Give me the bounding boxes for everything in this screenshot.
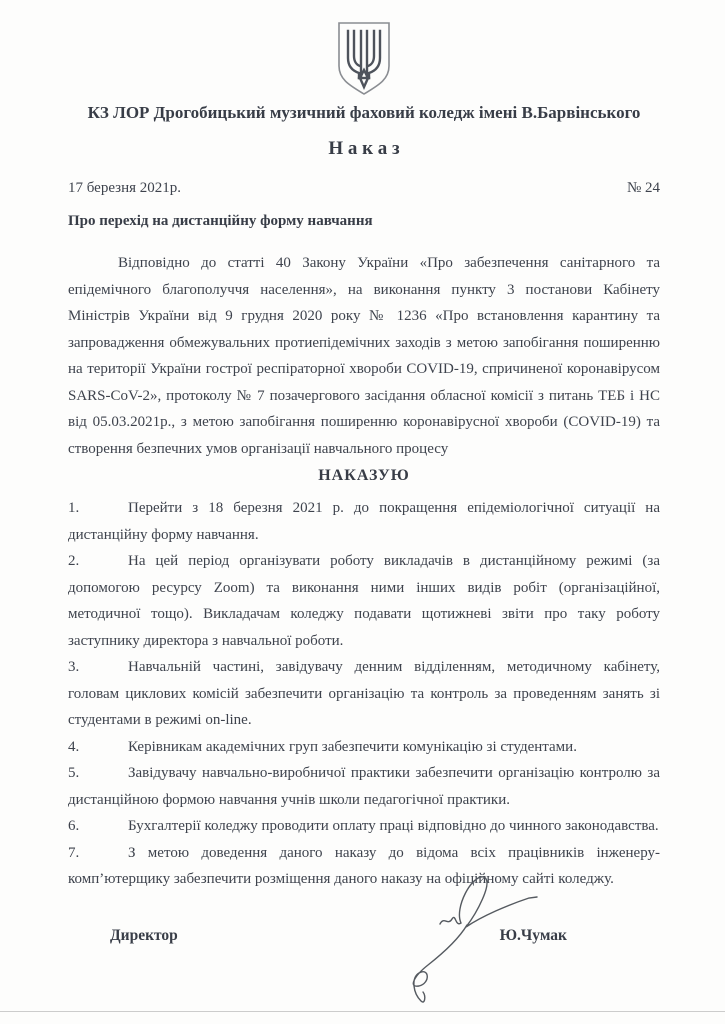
item-number: 6. xyxy=(68,818,80,834)
scan-edge-line xyxy=(0,1011,725,1012)
signature-block xyxy=(68,927,660,945)
document-title: Н а к а з xyxy=(328,138,400,159)
item-number: 5. xyxy=(68,765,80,781)
item-text: Перейти з 18 березня 2021 р. до покращення епідеміологічної ситуації на дистанційну форму навчання. xyxy=(68,500,660,543)
order-heading: НАКАЗУЮ xyxy=(318,467,410,484)
item-text: Навчальній частині, завідувачу денним відділенням, методичному кабінету, головам циклових комісій забезпечити організацію та контроль за проведенням занять зі студентами в режимі on-line. xyxy=(68,659,660,728)
order-item-3 xyxy=(68,654,660,734)
item-text: Завідувачу навчально-виробничої практики забезпечити організацію контролю за дистанційною формою навчання учнів школи педагогічної практики. xyxy=(68,765,660,808)
organization-name: КЗ ЛОР Дрогобицький музичний фаховий коледж імені В.Барвінського xyxy=(87,103,641,122)
order-item-4 xyxy=(68,734,660,761)
order-item-5 xyxy=(68,760,660,813)
item-text: З метою доведення даного наказу до відома всіх працівників інженеру-комп’ютерщику забезпечити розміщення даного наказу на офіційному сайті коледжу. xyxy=(68,844,660,887)
item-number: 2. xyxy=(68,553,80,569)
ukraine-trident-emblem xyxy=(328,20,400,98)
signature-name: Ю.Чумак xyxy=(499,926,567,944)
document-date: 17 березня 2021р. xyxy=(68,180,182,196)
signature-role: Директор xyxy=(110,926,178,944)
item-text: Керівникам академічних груп забезпечити комунікацію зі студентами. xyxy=(128,738,577,755)
order-item-7 xyxy=(68,840,660,893)
item-number: 1. xyxy=(68,500,80,516)
order-item-2 xyxy=(68,548,660,654)
item-text: На цей період організувати роботу викладачів в дистанційному режимі (за допомогою ресурсу Zoom) та виконання ними інших видів робіт (організаційної, методичної тощо). Викладачам коледжу подавати щотижневі звіти про таку роботу заступнику директора з навчальної роботи. xyxy=(68,553,660,649)
item-text: Бухгалтерії коледжу проводити оплату праці відповідно до чинного законодавства. xyxy=(128,818,659,834)
order-item-6 xyxy=(68,813,660,840)
order-items xyxy=(68,495,660,893)
item-number: 4. xyxy=(68,738,80,755)
document-subject: Про перехід на дистанційну форму навчання xyxy=(68,213,373,229)
order-item-1 xyxy=(68,495,660,548)
item-number: 3. xyxy=(68,659,80,675)
intro-paragraph: Відповідно до статті 40 Закону України «Про забезпечення санітарного та епідемічного благополуччя населення», на виконання пункту 3 постанови Кабінету Міністрів України від 9 грудня 2020 року № 1236 «Про встановлення карантину та запровадження обмежувальних протиепідемічних заходів з метою запобігання поширенню на території України гострої респіраторної хвороби COVID-19, спричиненої коронавірусом SARS-CoV-2», протоколу № 7 позачергового засідання обласної комісії з питань ТЕБ і НС від 05.03.2021р., з метою запобігання поширенню коронавірусної хвороби (COVID-19) та створення безпечних умов організації навчального процесу xyxy=(68,255,660,457)
item-number: 7. xyxy=(68,844,80,861)
meta-row xyxy=(68,180,660,197)
document-number: № 24 xyxy=(626,180,660,196)
